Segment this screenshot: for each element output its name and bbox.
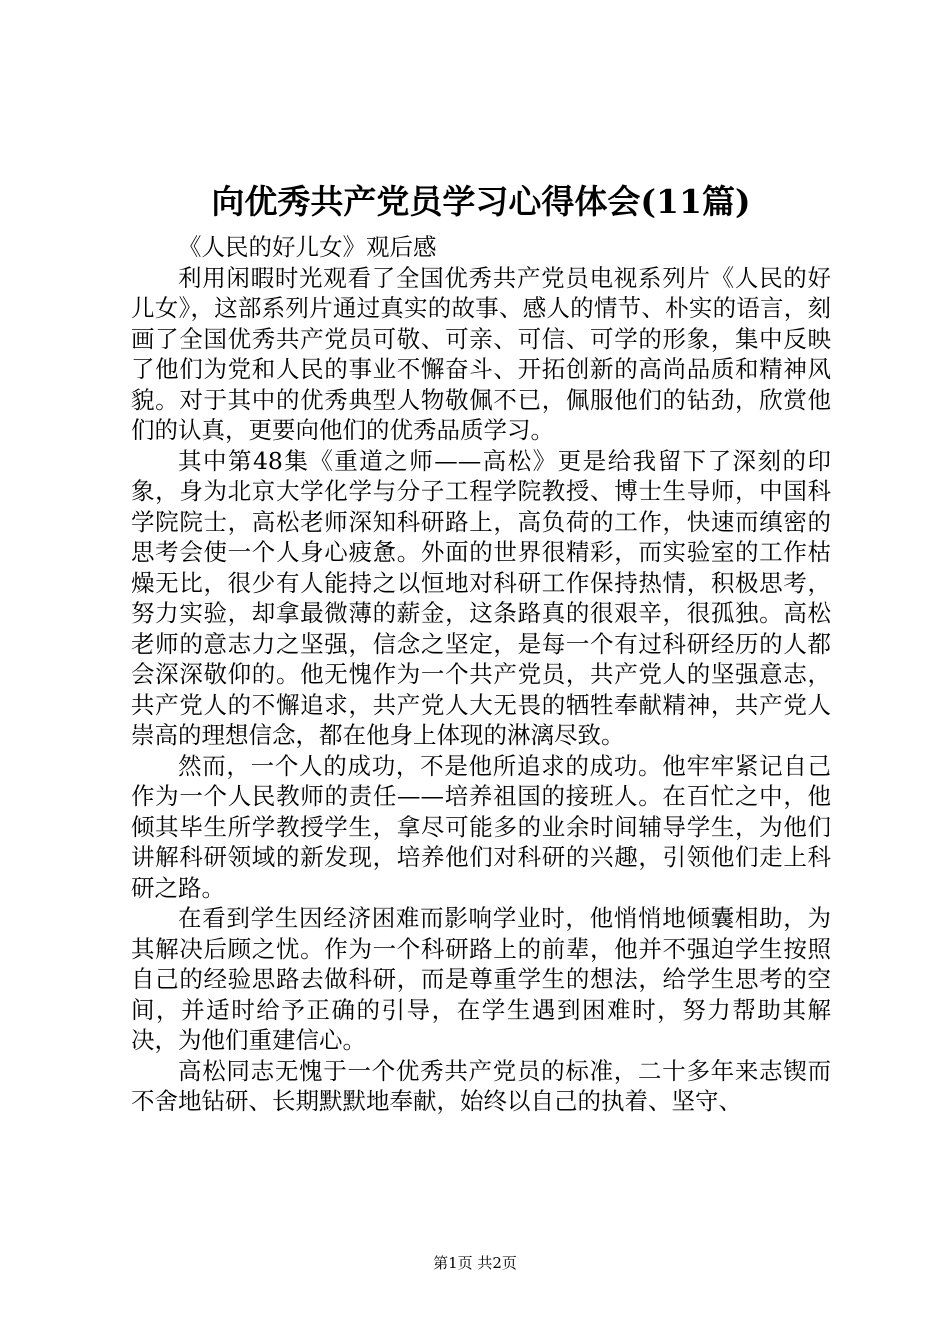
paragraph: 其中第48集《重道之师——高松》更是给我留下了深刻的印象，身为北京大学化学与分子工程学院教授、博士生导师，中国科学院院士，高松老师深知科研路上，高负荷的工作，快速而缜密的思考会使一个人身心疲惫。外面的世界很精彩，而实验室的工作枯燥无比，很少有人能持之以恒地对科研工作保持热情，积极思考，努力实验，却拿最微薄的薪金，这条路真的很艰辛，很孤独。高松老师的意志力之坚强，信念之坚定，是每一个有过科研经历的人都会深深敬仰的。他无愧作为一个共产党员，共产党人的坚强意志，共产党人的不懈追求，共产党人大无畏的牺牲奉献精神，共产党人崇高的理想信念，都在他身上体现的淋漓尽致。	[131, 446, 831, 749]
page-footer: 第1页 共2页	[433, 1254, 517, 1272]
paragraph: 在看到学生因经济困难而影响学业时，他悄悄地倾囊相助，为其解决后顾之忧。作为一个科研路上的前辈，他并不强迫学生按照自己的经验思路去做科研，而是尊重学生的想法，给学生思考的空间，并适时给予正确的引导，在学生遇到困难时，努力帮助其解决，为他们重建信心。	[131, 904, 831, 1054]
document-page	[131, 0, 831, 1344]
paragraph: 然而，一个人的成功，不是他所追求的成功。他牢牢紧记自己作为一个人民教师的责任——培养祖国的接班人。在百忙之中，他倾其毕生所学教授学生，拿尽可能多的业余时间辅导学生，为他们讲解科研领域的新发现，培养他们对科研的兴趣，引领他们走上科研之路。	[131, 751, 831, 902]
paragraph: 利用闲暇时光观看了全国优秀共产党员电视系列片《人民的好儿女》，这部系列片通过真实的故事、感人的情节、朴实的语言，刻画了全国优秀共产党员可敬、可亲、可信、可学的形象，集中反映了他们为党和人民的事业不懈奋斗、开拓创新的高尚品质和精神风貌。对于其中的优秀典型人物敬佩不已，佩服他们的钻劲，欣赏他们的认真，更要向他们的优秀品质学习。	[131, 263, 831, 444]
document-body	[131, 232, 831, 1117]
document-title: 向优秀共产党员学习心得体会(11篇)	[211, 182, 751, 221]
document-subtitle: 《人民的好儿女》观后感	[178, 233, 437, 261]
paragraph: 高松同志无愧于一个优秀共产党员的标准，二十多年来志锲而不舍地钻研、长期默默地奉献，始终以自己的执着、坚守、	[131, 1056, 831, 1115]
